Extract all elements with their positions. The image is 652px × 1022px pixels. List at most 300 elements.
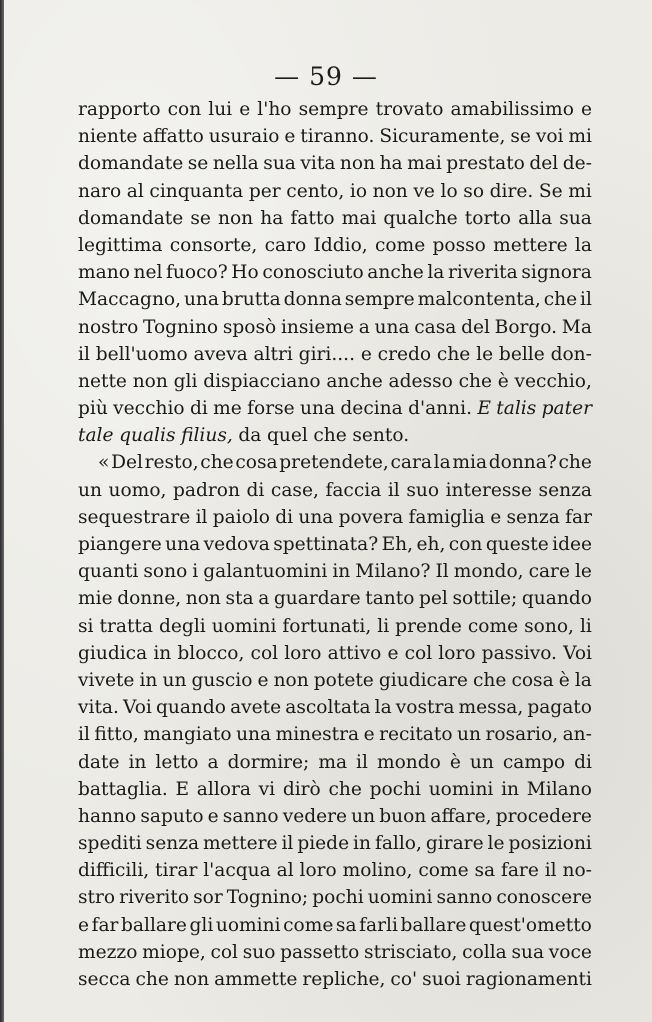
word: affare, bbox=[430, 805, 492, 827]
word: passivo. bbox=[481, 642, 557, 664]
word: pater bbox=[541, 398, 592, 420]
word: messa, bbox=[458, 697, 524, 719]
word: pochi bbox=[369, 778, 421, 800]
word: domandate bbox=[78, 153, 184, 175]
word: domandate bbox=[78, 207, 184, 229]
word: e bbox=[490, 506, 502, 528]
word: qualche bbox=[383, 207, 458, 229]
word: in bbox=[128, 751, 147, 773]
word: senza bbox=[538, 479, 592, 501]
word: che bbox=[328, 778, 362, 800]
word: torto bbox=[464, 207, 512, 229]
word: ha bbox=[379, 153, 403, 175]
word: fuoco? bbox=[166, 262, 228, 284]
word: molino, bbox=[342, 860, 413, 882]
word: tanto bbox=[365, 588, 415, 610]
text-line bbox=[78, 504, 592, 531]
word: gli bbox=[173, 370, 198, 392]
word: conosciuto bbox=[262, 262, 364, 284]
word: ballare bbox=[400, 914, 467, 936]
word: se bbox=[510, 126, 531, 148]
word: sua bbox=[559, 207, 592, 229]
text-line bbox=[78, 613, 592, 640]
word: mettere bbox=[493, 234, 568, 256]
word: non bbox=[339, 153, 376, 175]
text-line bbox=[78, 640, 592, 667]
word: una bbox=[374, 316, 410, 338]
word: vita bbox=[300, 153, 336, 175]
word: a bbox=[358, 316, 370, 338]
word: lo bbox=[440, 180, 458, 202]
word: suoi bbox=[422, 969, 461, 990]
word: mie bbox=[78, 588, 113, 610]
word: e bbox=[360, 343, 372, 365]
word: e bbox=[387, 642, 399, 664]
word: mondo bbox=[376, 751, 441, 773]
word: le bbox=[574, 561, 592, 583]
word: faccia bbox=[325, 479, 382, 501]
word: casa bbox=[414, 316, 457, 338]
word: mezzo bbox=[78, 941, 138, 963]
word: si bbox=[78, 615, 94, 637]
word: e bbox=[257, 669, 269, 691]
word: sa bbox=[335, 914, 357, 936]
word: uomini bbox=[215, 914, 281, 936]
word: mangiato bbox=[143, 724, 232, 746]
word: è bbox=[558, 669, 570, 691]
word: Tognino; bbox=[226, 887, 309, 909]
text-line bbox=[78, 830, 592, 857]
word: « bbox=[98, 452, 110, 474]
word: col bbox=[404, 642, 433, 664]
word: un bbox=[469, 751, 494, 773]
word: una bbox=[165, 534, 201, 555]
word: eh, bbox=[416, 534, 446, 555]
word: attivo bbox=[327, 642, 382, 664]
word: sottile; bbox=[452, 588, 518, 610]
word: non bbox=[218, 207, 254, 229]
text-line bbox=[78, 884, 592, 911]
word: non bbox=[173, 969, 210, 990]
word: don- bbox=[550, 343, 592, 365]
word: vedova bbox=[203, 534, 270, 555]
word: Milano? bbox=[355, 561, 431, 583]
text-line bbox=[78, 422, 592, 449]
word: ragionamenti bbox=[465, 969, 592, 990]
word: non bbox=[372, 180, 408, 202]
word: e bbox=[207, 805, 219, 827]
word: a bbox=[258, 588, 270, 610]
word: sposò bbox=[222, 316, 277, 338]
page-binding-edge bbox=[0, 0, 4, 1022]
text-line bbox=[78, 150, 592, 177]
word: so bbox=[463, 180, 485, 202]
word: di bbox=[275, 506, 294, 528]
word: cinquanta bbox=[149, 180, 244, 202]
word: se bbox=[190, 207, 211, 229]
word: il bbox=[78, 724, 90, 746]
word: queste bbox=[485, 534, 549, 555]
word: ha bbox=[260, 207, 284, 229]
word: credo bbox=[377, 343, 432, 365]
word: quest'ometto bbox=[468, 914, 592, 936]
word: Maccagno, bbox=[78, 289, 182, 311]
word: di bbox=[574, 751, 592, 773]
word: fitto, bbox=[94, 724, 139, 746]
word: il bbox=[356, 751, 368, 773]
word: fare bbox=[500, 860, 539, 882]
word: famiglia bbox=[408, 506, 485, 528]
word: loro bbox=[284, 642, 322, 664]
text-line bbox=[78, 123, 592, 150]
word: Voi bbox=[563, 642, 592, 664]
word: sa bbox=[474, 860, 496, 882]
text-line bbox=[78, 803, 592, 830]
word: malcontenta, bbox=[417, 289, 541, 311]
word: Del bbox=[111, 452, 143, 474]
word: una bbox=[236, 724, 272, 746]
text-line bbox=[78, 449, 592, 476]
word: sanno bbox=[436, 887, 493, 909]
word: donna bbox=[283, 289, 342, 311]
word: galantuomini bbox=[203, 561, 328, 583]
word: niente bbox=[78, 126, 138, 148]
word: spettinata? bbox=[273, 534, 379, 555]
word: e bbox=[78, 914, 90, 936]
word: ve bbox=[413, 180, 435, 202]
word: Milano bbox=[526, 778, 592, 800]
word: piangere bbox=[78, 534, 162, 555]
word: il bbox=[387, 479, 400, 501]
word: an- bbox=[562, 724, 592, 746]
word: che bbox=[200, 452, 234, 474]
word: uomini bbox=[428, 778, 494, 800]
word: aveva bbox=[193, 343, 248, 365]
word: pel bbox=[419, 588, 448, 610]
word: idee bbox=[552, 534, 592, 555]
word: co' bbox=[390, 969, 418, 990]
word: procedere bbox=[495, 805, 592, 827]
word: dirò bbox=[282, 778, 321, 800]
word: e bbox=[239, 99, 251, 120]
text-line bbox=[78, 667, 592, 694]
text-line bbox=[78, 395, 592, 422]
word: del bbox=[529, 153, 559, 175]
word: in bbox=[139, 669, 158, 691]
word: mi bbox=[568, 126, 592, 148]
word: in bbox=[353, 833, 371, 855]
word: prestato bbox=[446, 153, 525, 175]
word: nette bbox=[78, 370, 127, 392]
word: naro bbox=[78, 180, 122, 202]
word: senza bbox=[145, 833, 200, 855]
text-line bbox=[78, 286, 592, 313]
word: sua bbox=[263, 153, 296, 175]
word: dormire; bbox=[227, 751, 310, 773]
word: dispiacciano bbox=[203, 370, 321, 392]
word: girare bbox=[425, 833, 484, 855]
word: qualis bbox=[119, 425, 176, 447]
word: le bbox=[487, 833, 505, 855]
word: con bbox=[167, 99, 202, 120]
text-line bbox=[78, 585, 592, 612]
text-line bbox=[78, 912, 592, 939]
word: lui bbox=[208, 99, 233, 120]
word: far bbox=[565, 506, 592, 528]
word: Eh, bbox=[381, 534, 414, 555]
word: sono bbox=[143, 561, 188, 583]
word: giudica bbox=[78, 642, 148, 664]
word: un bbox=[457, 724, 481, 746]
word: buon bbox=[379, 805, 427, 827]
word: tratta bbox=[99, 615, 153, 637]
word: trovato bbox=[375, 99, 444, 120]
word: bell'uomo bbox=[95, 343, 188, 365]
word: ammette bbox=[214, 969, 298, 990]
word: talis bbox=[496, 398, 537, 420]
word: quel bbox=[266, 425, 308, 447]
word: resto, bbox=[144, 452, 199, 474]
word: in bbox=[332, 561, 351, 583]
word: dire. bbox=[489, 180, 534, 202]
word: non bbox=[132, 370, 168, 392]
word: del bbox=[461, 316, 490, 338]
word: stro bbox=[78, 887, 116, 909]
word: loro bbox=[299, 860, 337, 882]
word: minestra bbox=[275, 724, 360, 746]
word: brutta bbox=[221, 289, 281, 311]
word: a bbox=[207, 751, 219, 773]
word: altri bbox=[253, 343, 293, 365]
word: come bbox=[283, 914, 334, 936]
word: quanti bbox=[78, 561, 139, 583]
word: Tognino bbox=[142, 316, 219, 338]
text-line bbox=[78, 178, 592, 205]
word: campo bbox=[502, 751, 566, 773]
word: giri.... bbox=[298, 343, 355, 365]
word: repliche, bbox=[302, 969, 386, 990]
word: il bbox=[281, 833, 294, 855]
text-line bbox=[78, 857, 592, 884]
word: le bbox=[476, 343, 494, 365]
word: come bbox=[467, 615, 519, 637]
word: un bbox=[78, 479, 102, 501]
word: avete bbox=[230, 697, 282, 719]
text-line bbox=[78, 205, 592, 232]
word: che bbox=[473, 669, 507, 691]
word: decina bbox=[340, 398, 403, 420]
word: è bbox=[449, 751, 461, 773]
word: sequestrare bbox=[78, 506, 191, 528]
word: Se bbox=[538, 180, 563, 202]
word: ballare bbox=[121, 914, 187, 936]
word: uomini bbox=[211, 615, 277, 637]
word: Il bbox=[435, 561, 449, 583]
word: guscio bbox=[191, 669, 253, 691]
word: tale bbox=[78, 425, 114, 447]
page-number: — 59 — bbox=[274, 62, 378, 91]
word: li bbox=[377, 615, 390, 637]
word: E bbox=[175, 778, 190, 800]
word: miope, bbox=[142, 941, 206, 963]
word: interesse bbox=[445, 479, 532, 501]
word: che bbox=[543, 289, 578, 311]
word: insieme bbox=[280, 316, 354, 338]
body-text bbox=[78, 96, 592, 993]
word: passetto bbox=[280, 941, 360, 963]
word: Voi bbox=[123, 697, 152, 719]
word: cosa bbox=[511, 669, 554, 691]
word: letto bbox=[155, 751, 199, 773]
word: nostro bbox=[78, 316, 139, 338]
word: Iddio, bbox=[313, 234, 368, 256]
word: ma bbox=[318, 751, 348, 773]
word: d'anni. bbox=[408, 398, 472, 420]
word: date bbox=[78, 751, 120, 773]
word: di bbox=[246, 479, 265, 501]
word: sempre bbox=[298, 99, 369, 120]
word: secca bbox=[78, 969, 131, 990]
word: allora bbox=[196, 778, 251, 800]
word: blocco, bbox=[177, 642, 245, 664]
word: la bbox=[574, 234, 592, 256]
text-line bbox=[78, 96, 592, 123]
word: guardare bbox=[273, 588, 361, 610]
word: farli bbox=[359, 914, 398, 936]
word: paiolo bbox=[212, 506, 270, 528]
word: vostra bbox=[395, 697, 455, 719]
word: mai bbox=[407, 153, 442, 175]
word: ascoltata bbox=[285, 697, 371, 719]
word: anche bbox=[326, 370, 383, 392]
word: quando bbox=[521, 588, 592, 610]
word: legittima bbox=[78, 234, 163, 256]
word: quando bbox=[155, 697, 226, 719]
word: difficili, bbox=[78, 860, 150, 882]
word: in bbox=[501, 778, 520, 800]
word: sono, bbox=[524, 615, 574, 637]
word: saputo bbox=[140, 805, 204, 827]
word: vita. bbox=[78, 697, 119, 719]
word: giudicare bbox=[378, 669, 468, 691]
word: cosa bbox=[235, 452, 278, 474]
word: che bbox=[558, 452, 592, 474]
word: potete bbox=[313, 669, 374, 691]
text-line bbox=[78, 721, 592, 748]
word: voce bbox=[548, 941, 592, 963]
word: la bbox=[374, 697, 392, 719]
word: strisciato, bbox=[364, 941, 458, 963]
word: cara bbox=[390, 452, 432, 474]
word: vecchio, bbox=[514, 370, 592, 392]
word: mai bbox=[341, 207, 377, 229]
word: Ma bbox=[561, 316, 592, 338]
word: cento, bbox=[286, 180, 345, 202]
text-line bbox=[78, 368, 592, 395]
word: uomini bbox=[367, 887, 433, 909]
word: in bbox=[153, 642, 172, 664]
word: per bbox=[248, 180, 281, 202]
word: donna? bbox=[488, 452, 557, 474]
word: Sicuramente, bbox=[379, 126, 506, 148]
word: amabilissimo bbox=[450, 99, 574, 120]
word: il bbox=[195, 506, 208, 528]
word: una bbox=[300, 398, 336, 420]
word: conoscere bbox=[496, 887, 592, 909]
word: da bbox=[238, 425, 262, 447]
word: hanno bbox=[78, 805, 137, 827]
word: consorte, bbox=[169, 234, 258, 256]
word: al bbox=[126, 180, 144, 202]
word: fallo, bbox=[374, 833, 422, 855]
word: Ho bbox=[231, 262, 259, 284]
word: mi bbox=[568, 180, 592, 202]
word: filius, bbox=[181, 425, 233, 447]
word: io bbox=[349, 180, 368, 202]
word: sento. bbox=[352, 425, 410, 447]
word: mano bbox=[78, 262, 130, 284]
word: rapporto bbox=[78, 99, 161, 120]
word: il bbox=[580, 289, 592, 311]
word: come bbox=[418, 860, 469, 882]
word: spediti bbox=[78, 833, 142, 855]
word: voi bbox=[535, 126, 564, 148]
word: riverito bbox=[119, 887, 190, 909]
word: sta bbox=[225, 588, 254, 610]
text-line bbox=[78, 776, 592, 803]
word: Borgo. bbox=[494, 316, 558, 338]
word: anche bbox=[367, 262, 424, 284]
text-line bbox=[78, 259, 592, 286]
word: vecchio bbox=[113, 398, 185, 420]
word: signora bbox=[521, 262, 592, 284]
word: l'acqua bbox=[203, 860, 271, 882]
word: vedere bbox=[282, 805, 347, 827]
word: è bbox=[497, 370, 509, 392]
text-line bbox=[78, 558, 592, 585]
word: che bbox=[313, 425, 347, 447]
word: l'ho bbox=[257, 99, 292, 120]
word: col bbox=[250, 642, 279, 664]
word: fatto bbox=[290, 207, 335, 229]
word: con bbox=[448, 534, 483, 555]
text-line bbox=[78, 694, 592, 721]
word: battaglia. bbox=[78, 778, 168, 800]
word: degli bbox=[159, 615, 206, 637]
word: belle bbox=[498, 343, 545, 365]
text-line bbox=[78, 531, 592, 558]
word: recitato bbox=[379, 724, 453, 746]
text-line bbox=[78, 966, 592, 993]
word: riverita bbox=[447, 262, 518, 284]
word: far bbox=[91, 914, 119, 936]
word: di bbox=[189, 398, 208, 420]
word: caro bbox=[264, 234, 307, 256]
word: case, bbox=[270, 479, 319, 501]
word: pochi bbox=[312, 887, 364, 909]
word: nella bbox=[212, 153, 259, 175]
text-line bbox=[78, 314, 592, 341]
word: rosario, bbox=[485, 724, 559, 746]
word: affatto bbox=[142, 126, 204, 148]
word: i bbox=[192, 561, 199, 583]
word: una bbox=[183, 289, 219, 311]
word: che bbox=[458, 370, 492, 392]
word: che bbox=[135, 969, 169, 990]
word: e bbox=[580, 99, 592, 120]
word: un bbox=[351, 805, 376, 827]
word: tiranno. bbox=[300, 126, 375, 148]
